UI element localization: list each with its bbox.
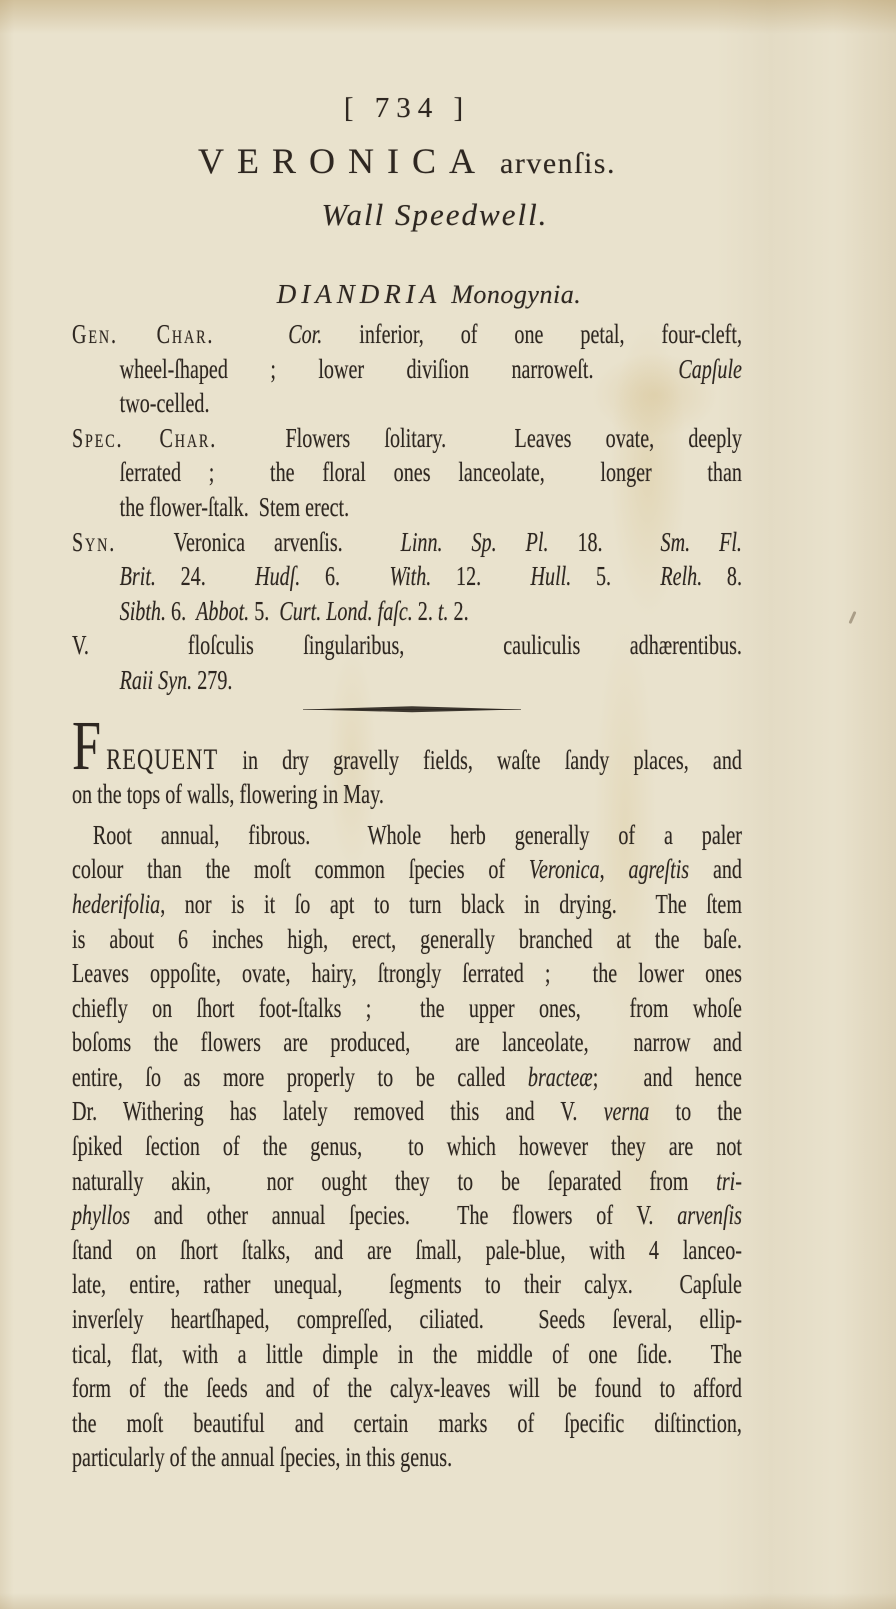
text-line: is about 6 inches high, erect, generally branched at the baſe.	[72, 923, 742, 954]
species-epithet: arvenſis.	[500, 147, 616, 180]
text-line: particularly of the annual ſpecies, in this genus.	[72, 1442, 453, 1473]
linnaean-classification	[72, 279, 764, 310]
page-number: [ 734 ]	[343, 92, 471, 124]
text-line: Leaves oppoſite, ovate, hairy, ſtrongly ſerrated ; the lower ones	[72, 958, 742, 989]
text-line: entire, ſo as more properly to be called bracteæ; and hence	[72, 1061, 742, 1092]
text-line: ſtand on ſhort ſtalks, and are ſmall, pale-blue, with 4 lanceo-	[72, 1234, 742, 1265]
text-line: the moſt beautiful and certain marks of ſpecific diſtinction,	[72, 1407, 742, 1438]
text-line: Sibth. 6. Abbot. 5. Curt. Lond. faſc. 2. t. 2.	[119, 595, 469, 626]
species-title	[72, 140, 742, 182]
text-line: ſpiked ſection of the genus, to which however they are not	[72, 1131, 742, 1162]
text-line: Raii Syn. 279.	[119, 664, 233, 695]
text-line: wheel-ſhaped ; lower diviſion narroweſt. Capſule	[119, 353, 742, 384]
section-spec-char	[72, 421, 742, 525]
common-name: Wall Speedwell.	[321, 197, 549, 232]
order-name: Monogynia.	[451, 280, 582, 309]
text-line: colour than the moſt common ſpecies of Veronica, agreſtis and	[72, 854, 742, 885]
paragraph-habitat	[72, 707, 742, 812]
text-line: FREQUENT in dry gravelly fields, waſte ſandy places, and	[72, 707, 742, 785]
text-line: inverſely heartſhaped, compreſſed, ciliated. Seeds ſeveral, ellip-	[72, 1304, 742, 1335]
text-line: naturally akin, nor ought they to be ſeparated from tri-	[72, 1165, 742, 1196]
class-name: DIANDRIA	[276, 279, 442, 309]
text-line: chiefly on ſhort foot-ſtalks ; the upper ones, from whoſe	[72, 992, 742, 1023]
section-latin-diagnosis	[72, 628, 742, 697]
margin-ink-speck	[848, 611, 856, 624]
text-line: Brit. 24. Hudſ. 6. With. 12. Hull. 5. Relh. 8.	[119, 561, 743, 592]
text-line: Spec. Char. Flowers ſolitary. Leaves ovate, deeply	[72, 422, 742, 453]
text-line: late, entire, rather unequal, ſegments to their calyx. Capſule	[72, 1269, 742, 1300]
text-line: two-celled.	[119, 388, 210, 419]
text-line: V. floſculis ſingularibus, cauliculis adhærentibus.	[72, 630, 742, 661]
drop-cap: F	[72, 707, 101, 785]
section-synonymy	[72, 525, 742, 629]
genus-name: VERONICA	[198, 141, 489, 181]
text-line: Gen. Char. Cor. inferior, of one petal, four-cleft,	[72, 319, 742, 349]
paragraph-description	[72, 818, 742, 1475]
swelled-rule-divider	[303, 705, 521, 714]
text-line: tical, flat, with a little dimple in the middle of one ſide. The	[72, 1338, 742, 1369]
text-line: hederifolia, nor is it ſo apt to turn black in drying. The ſtem	[72, 888, 742, 919]
text-line: ſerrated ; the floral ones lanceolate, longer than	[119, 457, 742, 488]
text-line: phyllos and other annual ſpecies. The flowers of V. arvenſis	[72, 1200, 742, 1231]
text-line: Root annual, fibrous. Whole herb generally of a paler	[92, 819, 742, 850]
text-line: boſoms the flowers are produced, are lanceolate, narrow and	[72, 1027, 742, 1058]
text-line: Dr. Withering has lately removed this and V. verna to the	[72, 1096, 742, 1127]
section-gen-char	[72, 317, 742, 421]
text-line: form of the ſeeds and of the calyx-leaves will be found to afford	[72, 1373, 742, 1404]
text-column	[72, 317, 742, 1475]
text-line: Syn. Veronica arvenſis. Linn. Sp. Pl. 18. Sm. Fl.	[72, 526, 742, 557]
text-line: the flower-ſtalk. Stem erect.	[119, 491, 350, 522]
text-line: on the tops of walls, flowering in May.	[72, 779, 384, 810]
